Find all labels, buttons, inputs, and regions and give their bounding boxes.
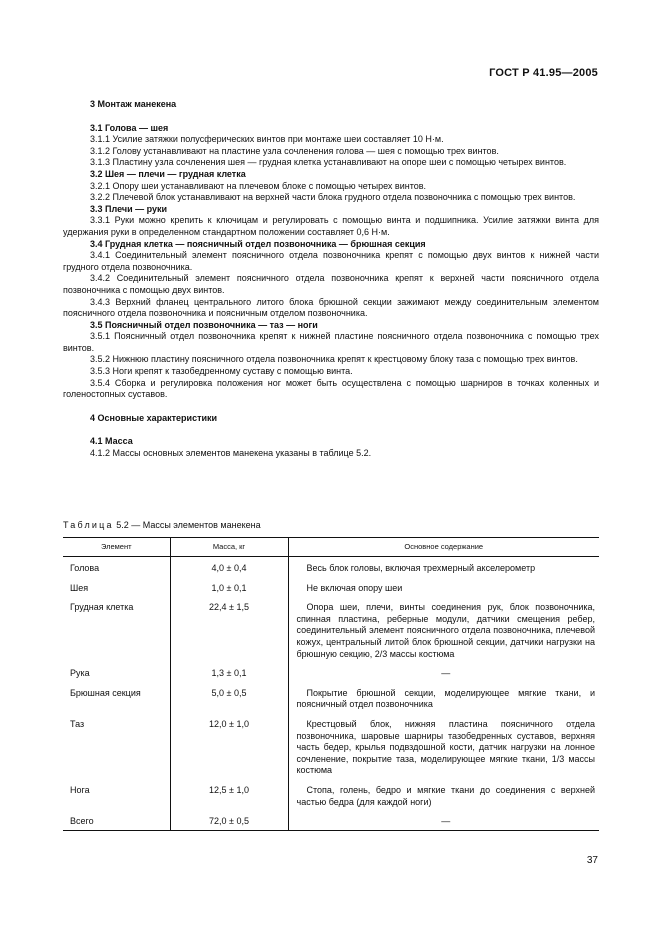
- row-mass: 4,0 ± 0,4: [170, 557, 288, 577]
- row-element: Всего: [63, 810, 170, 830]
- subsection-3-3-heading: 3.3 Плечи — руки: [90, 203, 168, 214]
- subsection-3-1-heading: 3.1 Голова — шея: [90, 122, 169, 133]
- row-mass: 72,0 ± 0,5: [170, 810, 288, 830]
- section-4-heading: 4 Основные характеристики: [90, 412, 218, 423]
- table-row: [63, 713, 599, 779]
- subsection-3-4-heading: 3.4 Грудная клетка — поясничный отдел позвоночника — брюшная секция: [90, 238, 426, 249]
- table-row: [63, 682, 599, 713]
- row-description-text: Покрытие брюшной секции, моделирующее мягкие ткани, и поясничный отдел позвоночника: [296, 687, 595, 710]
- row-mass: 22,4 ± 1,5: [170, 596, 288, 662]
- paragraph-3-1-2: 3.1.2 Голову устанавливают на пластине узла сочленения голова — шея с помощью трех винтов.: [90, 145, 499, 156]
- paragraph-3-5-1: 3.5.1 Поясничный отдел позвоночника крепят к нижней пластине поясничного отдела позвоночника с помощью трех винтов.: [63, 331, 599, 353]
- paragraph-3-4-1: 3.4.1 Соединительный элемент поясничного отдела позвоночника крепят с помощью двух винтов к нижней части грудного отдела позвоночника.: [63, 250, 599, 272]
- row-description: [288, 596, 599, 662]
- row-element: Таз: [70, 718, 85, 729]
- table-row: [63, 779, 599, 810]
- row-mass: 1,3 ± 0,1: [170, 662, 288, 682]
- paragraph-3-1-1: 3.1.1 Усилие затяжки полусферических винтов при монтаже шеи составляет 10 Н·м.: [90, 134, 444, 145]
- standard-designation: ГОСТ Р 41.95—2005: [489, 67, 598, 79]
- table-caption-prefix: Таблица: [63, 520, 114, 530]
- table-caption: [63, 520, 261, 530]
- paragraph-3-5-4: 3.5.4 Сборка и регулировка положения ног может быть осуществлена с помощью шарниров в точках коленных и голеностопных суставов.: [63, 377, 599, 400]
- row-description: [288, 557, 599, 577]
- row-description-text: Крестцовый блок, нижняя пластина поясничного отдела позвоночника, шаровые шарниры тазобедренных суставов, верхняя часть бедер, крылья подвздошной кости, датчик нагрузки на лонное сочленение, покрытие таза, моделирующее мягкие ткани, 1/3 массы костюма: [296, 718, 595, 776]
- row-description: —: [288, 810, 599, 830]
- paragraph-3-5-3: 3.5.3 Ноги крепят к тазобедренному суставу с помощью винта.: [90, 366, 353, 377]
- paragraph-3-5-2: 3.5.2 Нижнюю пластину поясничного отдела позвоночника крепят к крестцовому блоку таза с помощью трех винтов.: [90, 354, 578, 365]
- document-body: [63, 99, 599, 460]
- row-description: [288, 682, 599, 713]
- table-row: [63, 596, 599, 662]
- row-element: Рука: [70, 668, 90, 679]
- paragraph-3-4-2: 3.4.2 Соединительный элемент поясничного отдела позвоночника крепят к верхней части поясничного отдела позвоночника с помощью двух винтов.: [63, 273, 599, 295]
- row-description-text: Не включая опору шеи: [306, 582, 403, 593]
- subsection-4-1-heading: 4.1 Масса: [90, 436, 133, 447]
- paragraph-3-1-3: 3.1.3 Пластину узла сочленения шея — грудная клетка устанавливают на опоре шеи с помощью четырех винтов.: [90, 157, 567, 168]
- paragraph-3-3-1: 3.3.1 Руки можно крепить к ключицам и регулировать с помощью винта и подшипника. Усилие затяжки винта для удержания руки в определенном стандартном положении составляет 0,6 Н·м.: [63, 215, 599, 237]
- row-mass: 5,0 ± 0,5: [170, 682, 288, 713]
- mass-table: [63, 537, 599, 831]
- table-caption-title: 5.2 — Массы элементов манекена: [113, 520, 261, 530]
- table-row: [63, 577, 599, 597]
- row-description-text: Стопа, голень, бедро и мягкие ткани до соединения с верхней частью бедра (для каждой ноги): [296, 784, 595, 807]
- header-element: Элемент: [63, 538, 170, 557]
- row-mass: 12,0 ± 1,0: [170, 713, 288, 779]
- header-description: Основное содержание: [288, 538, 599, 557]
- paragraph-3-2-2: 3.2.2 Плечевой блок устанавливают на верхней части блока грудного отдела позвоночника с помощью трех винтов.: [90, 192, 576, 203]
- row-description: —: [288, 662, 599, 682]
- row-description: [288, 713, 599, 779]
- table-row: [63, 662, 599, 682]
- row-description-text: Опора шеи, плечи, винты соединения рук, блок позвоночника, спинная пластина, реберные модули, датчики смещения ребер, соединительный элемент поясничного отдела позвоночника, плечевой кожух, центральный литой блок брюшной секции, датчики нагрузки на брюшную секцию, 2/3 массы костюма: [296, 602, 595, 659]
- row-element: Брюшная секция: [70, 687, 141, 698]
- header-mass: Масса, кг: [170, 538, 288, 557]
- subsection-3-5-heading: 3.5 Поясничный отдел позвоночника — таз — ноги: [90, 319, 318, 330]
- row-mass: 12,5 ± 1,0: [170, 779, 288, 810]
- row-description: [288, 779, 599, 810]
- table-row: [63, 557, 599, 577]
- table-row: [63, 810, 599, 830]
- row-mass: 1,0 ± 0,1: [170, 577, 288, 597]
- paragraph-4-1-2: 4.1.2 Массы основных элементов манекена указаны в таблице 5.2.: [90, 448, 372, 459]
- subsection-3-2-heading: 3.2 Шея — плечи — грудная клетка: [90, 168, 246, 179]
- table-header-row: [63, 538, 599, 557]
- row-element: Шея: [70, 582, 89, 593]
- paragraph-3-4-3: 3.4.3 Верхний фланец центрального литого блока брюшной секции зажимают между соединительным элементом поясничного отдела позвоночника и поясничным отделом позвоночника.: [63, 296, 599, 319]
- row-element: Голова: [70, 563, 100, 573]
- row-element: Грудная клетка: [70, 602, 134, 613]
- row-element: Нога: [70, 784, 90, 795]
- page-number: 37: [586, 855, 598, 866]
- row-description-text: Весь блок головы, включая трехмерный акселерометр: [306, 563, 536, 573]
- section-3-heading: 3 Монтаж манекена: [90, 99, 177, 109]
- row-description: [288, 577, 599, 597]
- paragraph-3-2-1: 3.2.1 Опору шеи устанавливают на плечевом блоке с помощью четырех винтов.: [90, 180, 427, 191]
